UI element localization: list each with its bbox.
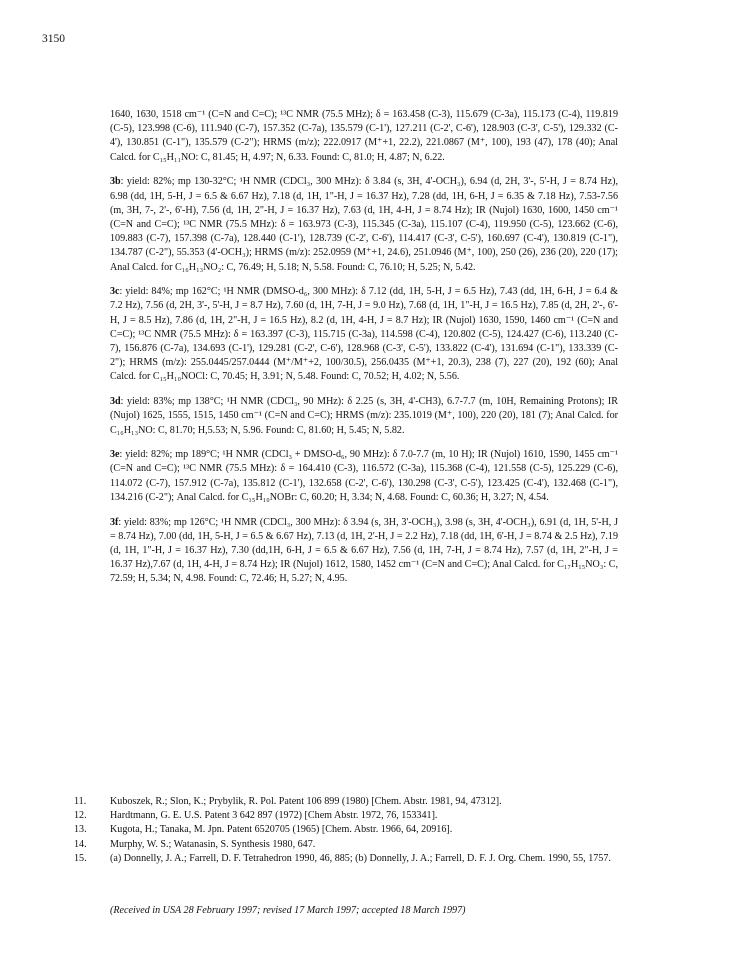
paragraph-text: : yield: 82%; mp 189°C; ¹H NMR (CDCl₃ + DMSO-d₆, 90 MHz): δ 7.0-7.7 (m, 10 H); IR (Nujol) 1610, 1590, 1455 cm⁻¹ (C=N and C=C); ¹³C NMR (75.5 MHz): δ = 164.410 (C-3), 116.572 (C-3a), 115.368 (C-4), 121.558 (C-5), 125.229 (C-6), 114.072 (C-7), 157.912 (C-7a), 135.812 (C-1'), 132.658 (C-2', C-6'), 130.298 (C-3', C-5'), 123.425 (C-4'), 132.468 (C-1"), 134.216 (C-2"); Anal Calcd. for C₁₅H₁₀NOBr: C, 60.20; H, 3.34; N, 4.68. Found: C, 60.36; H, 3.27; N, 4.54. xyxy=(110,449,618,503)
reference-text: Hardtmann, G. E. U.S. Patent 3 642 897 (1972) [Chem Abstr. 1972, 76, 153341]. xyxy=(110,810,438,822)
paragraph-3e xyxy=(110,448,618,505)
reference-number: 13. xyxy=(74,824,87,836)
reference-item xyxy=(74,809,634,823)
paragraph-3b xyxy=(110,175,618,274)
compound-label: 3f xyxy=(110,516,119,528)
paragraph-text: : yield: 82%; mp 130-32°C; ¹H NMR (CDCl₃, 300 MHz): δ 3.84 (s, 3H, 4'-OCH₃), 6.94 (d, 2H, 3'-, 5'-H, J = 8.74 Hz), 6.98 (dd, 1H, 5-H, J = 6.5 & 6.67 Hz), 7.18 (d, 1H, 1"-H, J = 16.37 Hz), 7.28 (dd, 1H, 6-H, J = 6.35 & 7.18 Hz), 7.53-7.56 (m, 3H, 7-, 2'-, 6'-H), 7.56 (d, 1H, 2"-H, J = 16.37 Hz), 7.63 (d, 1H, 4-H, J = 8.74 Hz); IR (Nujol) 1630, 1600, 1450 cm⁻¹ (C=N and C=C); ¹³C NMR (75.5 MHz): δ = 163.973 (C-3), 115.345 (C-3a), 115.107 (C-4), 119.950 (C-5), 123.662 (C-6), 109.883 (C-7), 157.398 (C-7a), 128.440 (C-1'), 128.739 (C-2', C-6'), 114.417 (C-3', C-5'), 160.697 (C-4'), 130.819 (C-1"), 134.787 (C-2"), 55.353 (4'-OCH₃); HRMS (m/z): 252.0959 (M⁺+1, 24.6), 251.0946 (M⁺, 100), 250 (26), 236 (20), 220 (17); Anal Calcd. for C₁₆H₁₃NO₂: C, 76.49; H, 5.18; N, 5.58. Found: C, 76.10; H, 5.25; N, 5.42. xyxy=(110,176,618,273)
reference-item xyxy=(74,823,634,837)
paragraph-3c xyxy=(110,285,618,384)
compound-label: 3e xyxy=(110,449,120,461)
reference-number: 14. xyxy=(74,838,87,850)
compound-label: 3c xyxy=(110,286,120,298)
reference-list xyxy=(74,795,634,866)
paragraph-text: : yield: 83%; mp 126°C; ¹H NMR (CDCl₃, 300 MHz): δ 3.94 (s, 3H, 3'-OCH₃), 3.98 (s, 3H, 4'-OCH₃), 6.91 (d, 1H, 5'-H, J = 8.74 Hz), 7.00 (dd, 1H, 5-H, J = 6.5 & 6.67 Hz), 7.13 (d, 1H, 2'-H, J = 2.2 Hz), 7.18 (dd, 1H, 6'-H, J = 8.74 & 2.5 Hz), 7.19 (d, 1H, 1"-H, J = 16.37 Hz), 7.30 (dd,1H, 6-H, J = 6.5 & 6.67 Hz), 7.56 (d, 1H, 7-H, J = 8.74 Hz), 7.57 (d, 1H, 2"-H, J = 16.37 Hz),7.67 (d, 1H, 4-H, J = 8.74 Hz); IR (Nujol) 1612, 1580, 1452 cm⁻¹ (C=N and C=C); Anal Calcd. for C₁₇H₁₅NO₃: C, 72.59; H, 5.34; N, 4.98. Found: C, 72.46; H, 5.27; N, 4.95. xyxy=(110,516,618,585)
reference-item xyxy=(74,795,634,809)
reference-text: Murphy, W. S.; Watanasin, S. Synthesis 1980, 647. xyxy=(110,838,316,850)
paragraph-3d xyxy=(110,395,618,438)
paragraph-text: : yield: 83%; mp 138°C; ¹H NMR (CDCl₃, 90 MHz): δ 2.25 (s, 3H, 4'-CH3), 6.7-7.7 (m, 10H, Remaining Protons); IR (Nujol) 1625, 1555, 1515, 1450 cm⁻¹ (C=N and C=C); HRMS (m/z): 235.1019 (M⁺, 100), 220 (20), 181 (7); Anal Calcd. for C₁₆H₁₃NO: C, 81.70; H,5.53; N, 5.96. Found: C, 81.60; H, 5.45; N, 5.82. xyxy=(110,396,618,436)
compound-label: 3b xyxy=(110,176,121,188)
experimental-data-body xyxy=(110,108,618,597)
reference-text: (a) Donnelly, J. A.; Farrell, D. F. Tetrahedron 1990, 46, 885; (b) Donnelly, J. A.; Farrell, D. F. J. Org. Chem. 1990, 55, 1757. xyxy=(110,852,611,864)
reference-number: 11. xyxy=(74,796,87,807)
reference-number: 12. xyxy=(74,810,87,822)
received-dates: (Received in USA 28 February 1997; revised 17 March 1997; accepted 18 March 1997) xyxy=(110,905,466,916)
paragraph-3f xyxy=(110,516,618,587)
reference-item xyxy=(74,838,634,852)
compound-label: 3d xyxy=(110,396,121,408)
paragraph-text: : yield: 84%; mp 162°C; ¹H NMR (DMSO-d₆, 300 MHz): δ 7.12 (dd, 1H, 5-H, J = 6.5 Hz), 7.43 (dd, 1H, 6-H, J = 6.4 & 7.2 Hz), 7.56 (d, 2H, 3'-, 5'-H, J = 8.7 Hz), 7.60 (d, 1H, 7-H, J = 9.0 Hz), 7.68 (d, 1H, 1"-H, J = 16.5 Hz), 7.85 (d, 2H, 2'-, 6'-H, J = 8.5 Hz), 7.86 (d, 1H, 2"-H, J = 16.5 Hz), 8.2 (d, 1H, 4-H, J = 8.7 Hz); IR (Nujol) 1630, 1590, 1460 cm⁻¹ (C=N and C=C); ¹³C NMR (75.5 MHz): δ = 163.397 (C-3), 115.715 (C-3a), 114.598 (C-4), 120.802 (C-5), 124.427 (C-6), 113.240 (C-7), 156.876 (C-7a), 134.693 (C-1'), 129.281 (C-2', C-6'), 128.968 (C-3', C-5'), 133.822 (C-4'), 131.694 (C-1"), 133.339 (C-2"); HRMS (m/z): 255.0445/257.0444 (M⁺/M⁺+2, 100/30.5), 256.0435 (M⁺+1, 20.3), 238 (7), 227 (20), 192 (60); Anal Calcd. for C₁₅H₁₀NOCl: C, 70.45; H, 3.91; N, 5.48. Found: C, 70.52; H, 4.02; N, 5.56. xyxy=(110,286,618,383)
paragraph-3a-continued xyxy=(110,108,618,165)
reference-item xyxy=(74,852,634,866)
paragraph-text: 1640, 1630, 1518 cm⁻¹ (C=N and C=C); ¹³C NMR (75.5 MHz); δ = 163.458 (C-3), 115.679 (C-3a), 115.173 (C-4), 119.819 (C-5), 123.998 (C-6), 111.940 (C-7), 157.352 (C-7a), 135.579 (C-1'), 127.211 (C-2', C-6'), 128.903 (C-3', C-5'), 129.332 (C-4'), 130.851 (C-1"), 135.579 (C-2"); HRMS (m/z); 222.0917 (M⁺+1, 22.2), 221.0867 (M⁺, 100), 193 (47), 178 (40); Anal Calcd. for C₁₅H₁₁NO: C, 81.45; H, 4.97; N, 6.33. Found: C, 81.0; H, 4.87; N, 6.22. xyxy=(110,109,618,163)
reference-text: Kugota, H.; Tanaka, M. Jpn. Patent 6520705 (1965) [Chem. Abstr. 1966, 64, 20916]. xyxy=(110,824,453,836)
reference-number: 15. xyxy=(74,852,87,864)
reference-text: Kuboszek, R.; Slon, K.; Prybylik, R. Pol. Patent 106 899 (1980) [Chem. Abstr. 1981, 94, 47312]. xyxy=(110,796,502,807)
page-number: 3150 xyxy=(42,33,65,45)
